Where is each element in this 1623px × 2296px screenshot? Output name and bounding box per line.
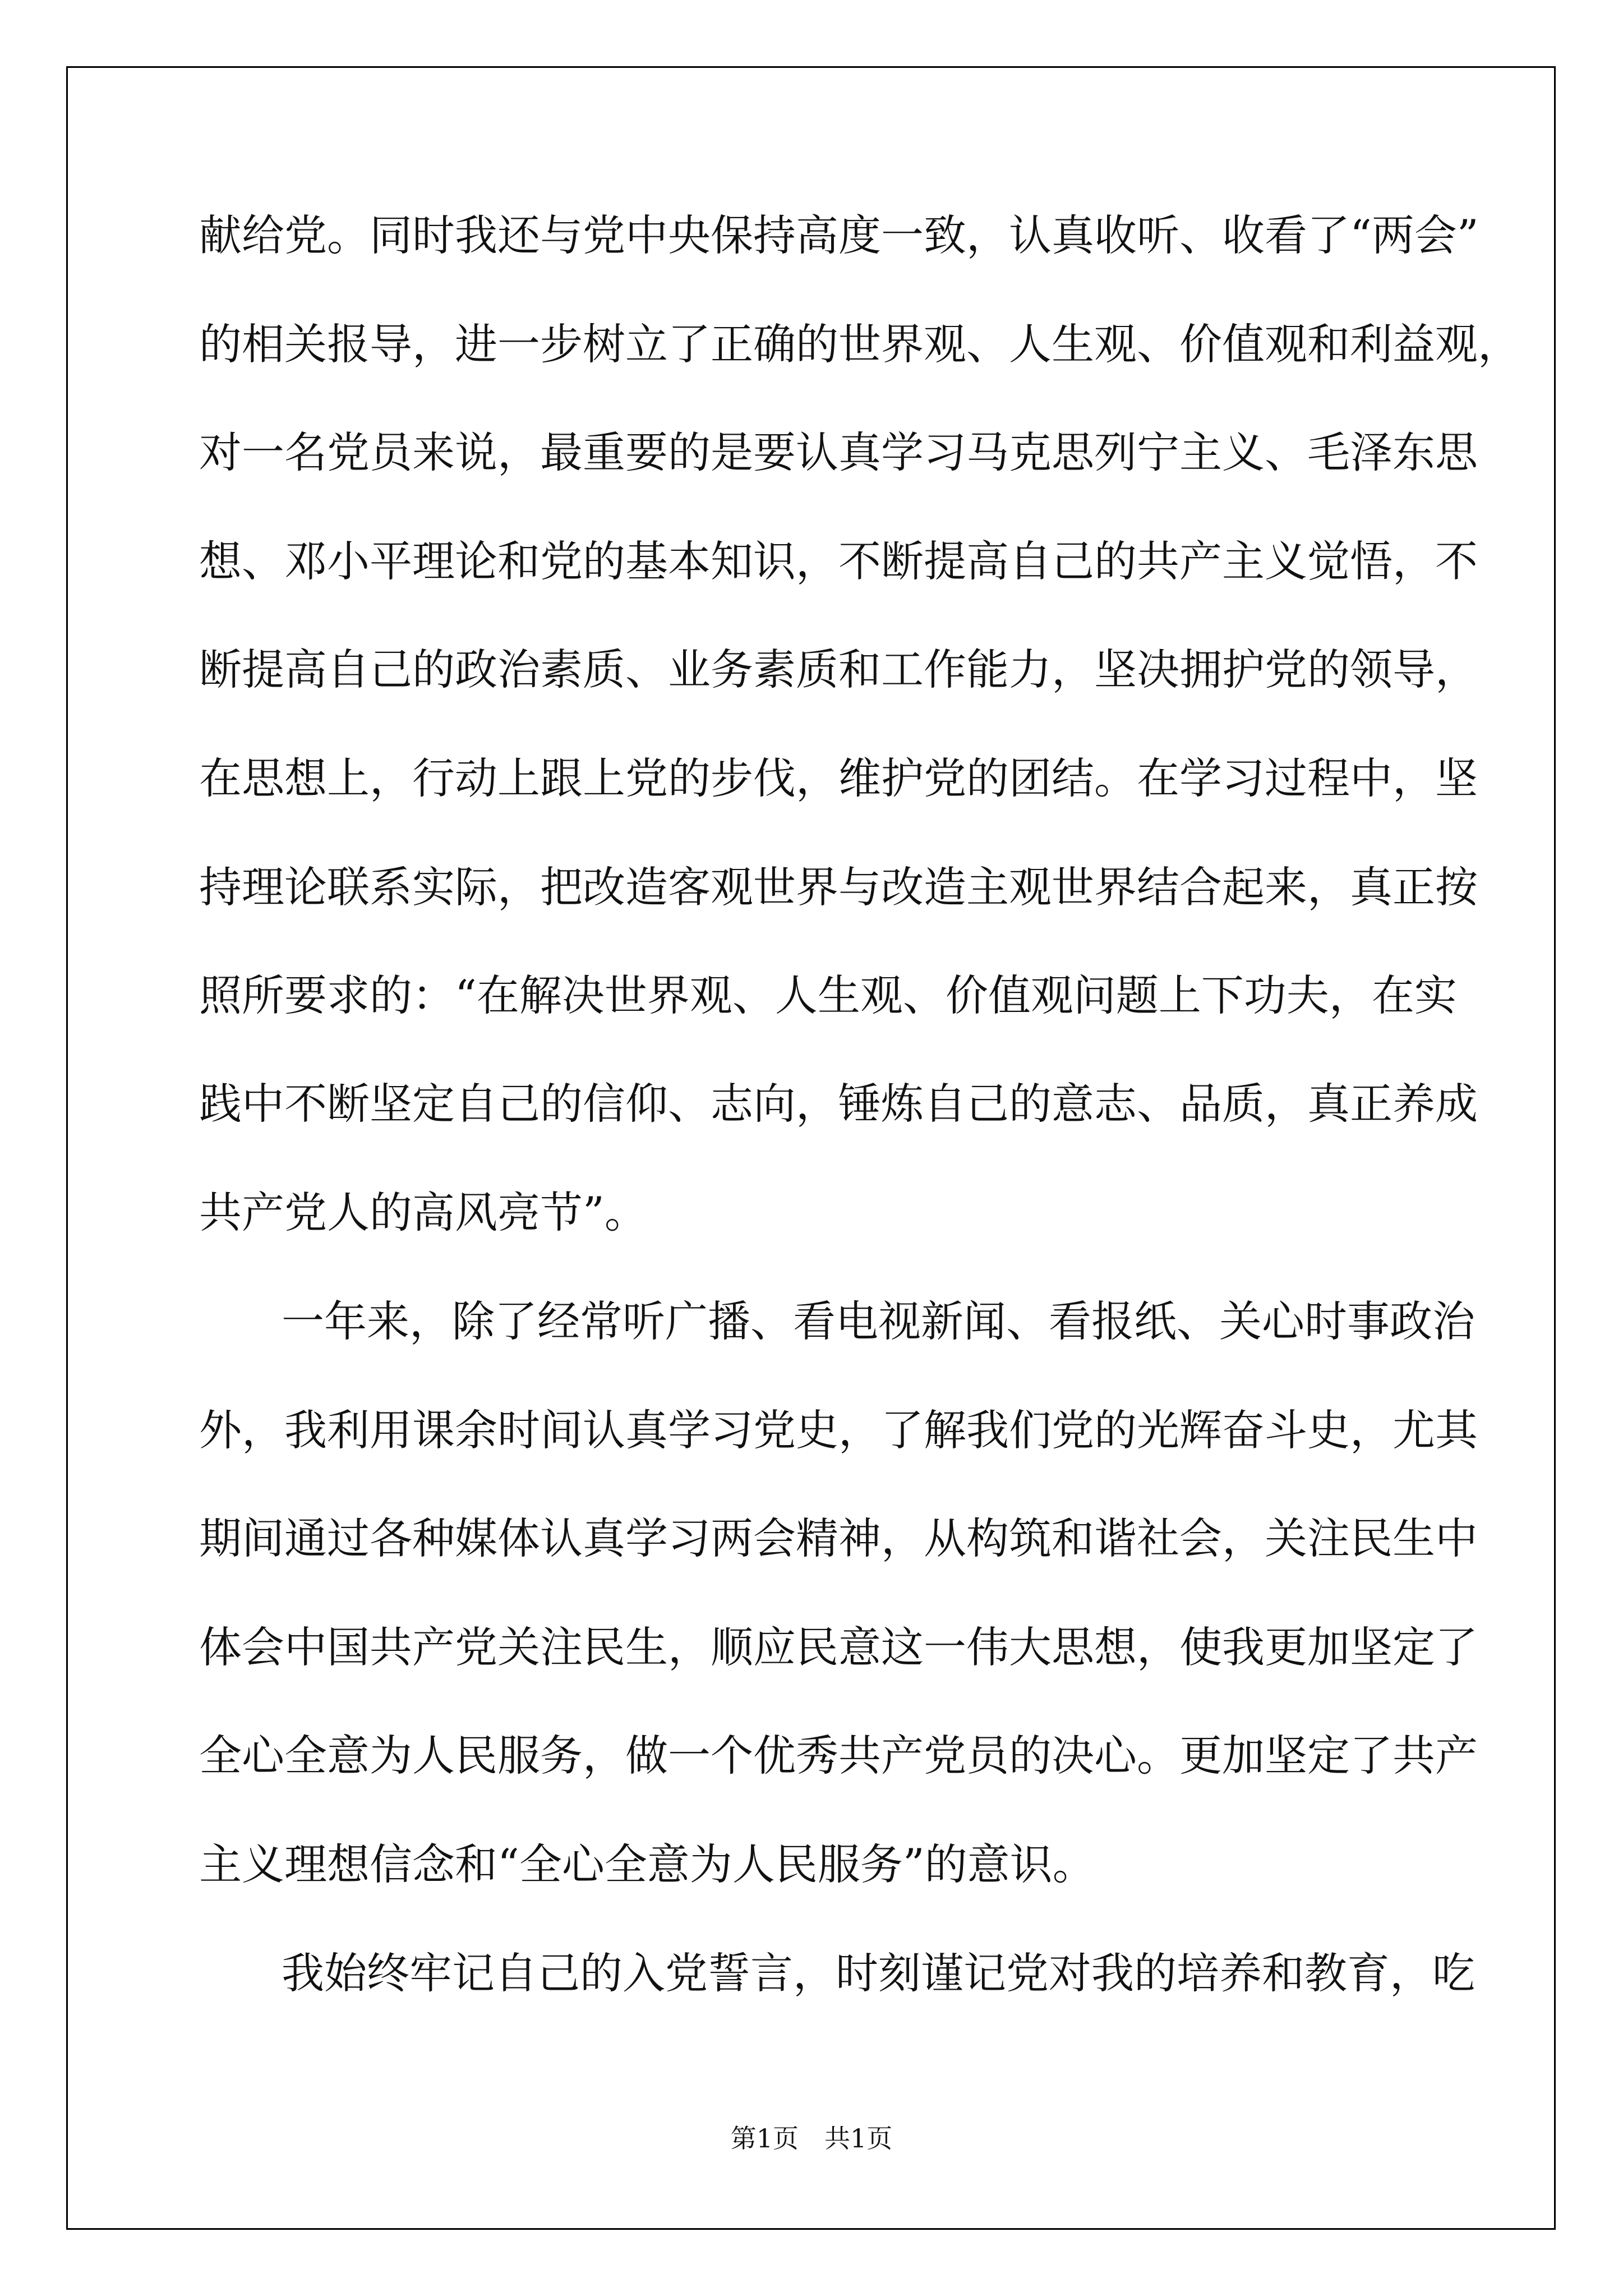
text-line: 一年来，除了经常听广播、看电视新闻、看报纸、关心时事政治 — [282, 1296, 1475, 1346]
text-line: 对一名党员来说，最重要的是要认真学习马克思列宁主义、毛泽东思 — [199, 427, 1478, 477]
text-line: 持理论联系实际，把改造客观世界与改造主观世界结合起来，真正按 — [199, 862, 1478, 912]
text-line: 的相关报导，进一步树立了正确的世界观、人生观、价值观和利益观， — [199, 319, 1520, 369]
text-line: 主义理想信念和“全心全意为人民服务”的意识。 — [199, 1839, 1095, 1889]
text-line: 外，我利用课余时间认真学习党史，了解我们党的光辉奋斗史，尤其 — [199, 1405, 1478, 1455]
text-line: 践中不断坚定自己的信仰、志向，锤炼自己的意志、品质，真正养成 — [199, 1079, 1478, 1129]
text-line: 献给党。同时我还与党中央保持高度一致，认真收听、收看了“两会” — [199, 210, 1479, 260]
text-line: 全心全意为人民服务，做一个优秀共产党员的决心。更加坚定了共产 — [199, 1731, 1478, 1780]
text-line: 我始终牢记自己的入党誓言，时刻谨记党对我的培养和教育，吃 — [282, 1948, 1475, 1998]
text-line: 期间通过各种媒体认真学习两会精神，从构筑和谐社会，关注民生中 — [199, 1513, 1478, 1563]
text-line: 共产党人的高风亮节”。 — [199, 1188, 647, 1237]
text-line: 在思想上，行动上跟上党的步伐，维护党的团结。在学习过程中，坚 — [199, 753, 1478, 803]
page-number-footer: 第1页 共1页 — [730, 2123, 893, 2154]
page-border — [66, 66, 1556, 2230]
text-line: 想、邓小平理论和党的基本知识，不断提高自己的共产主义觉悟，不 — [199, 536, 1478, 586]
text-line: 体会中国共产党关注民生，顺应民意这一伟大思想，使我更加坚定了 — [199, 1622, 1478, 1672]
text-line: 断提高自己的政治素质、业务素质和工作能力，坚决拥护党的领导， — [199, 645, 1478, 694]
text-line: 照所要求的：“在解决世界观、人生观、价值观问题上下功夫，在实 — [199, 970, 1457, 1020]
